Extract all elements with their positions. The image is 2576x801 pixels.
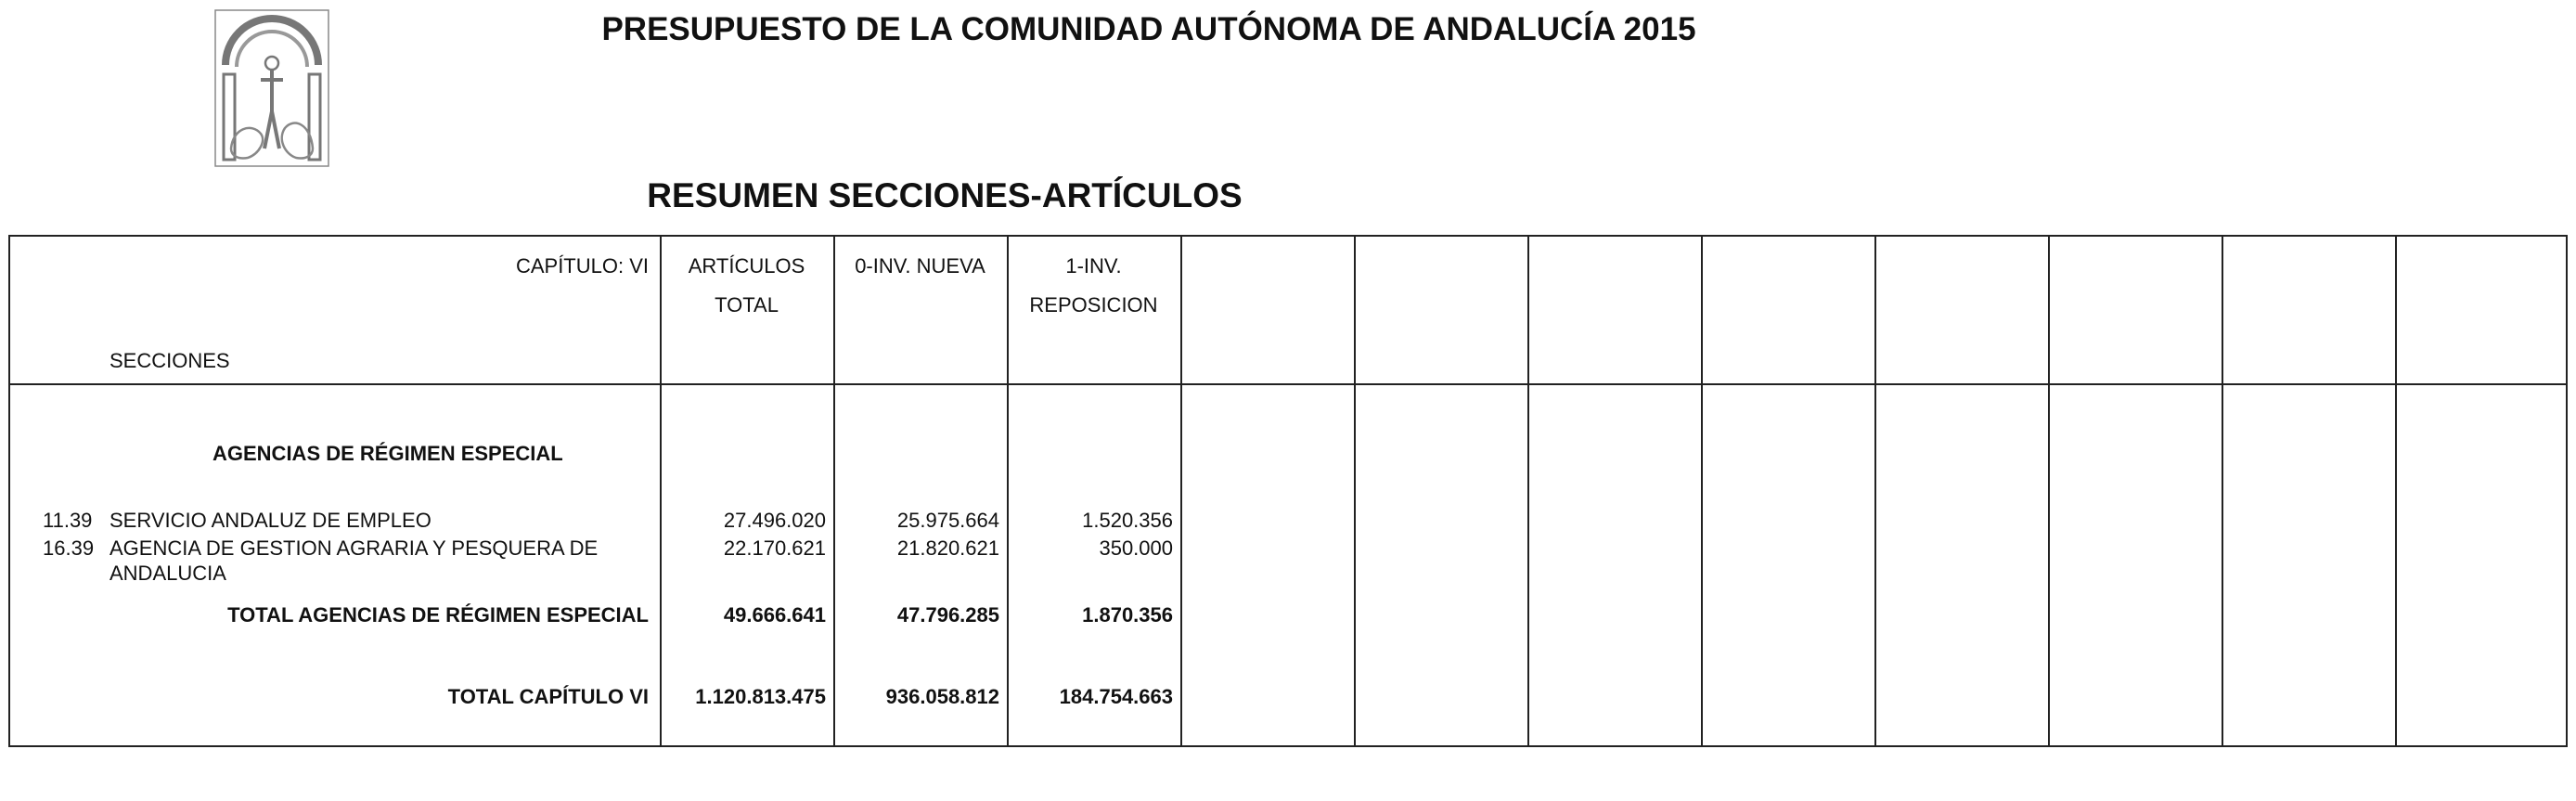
row-section-name-cont: ANDALUCIA	[109, 562, 226, 585]
column-header-total-line1: ARTÍCULOS	[688, 254, 805, 278]
row-nueva: 25.975.664	[896, 509, 999, 532]
column-divider	[833, 237, 835, 745]
chapter-label: CAPÍTULO: VI	[515, 254, 649, 278]
row-reposicion: 1.520.356	[1082, 509, 1173, 532]
row-code: 11.39	[43, 509, 93, 532]
column-divider	[1874, 237, 1876, 745]
header-divider	[10, 383, 2566, 385]
row-section-name: AGENCIA DE GESTION AGRARIA Y PESQUERA DE	[109, 536, 599, 560]
row-reposicion: 350.000	[1099, 536, 1173, 560]
group-total-nueva: 47.796.285	[896, 603, 999, 627]
group-total-total: 49.666.641	[723, 603, 826, 627]
chapter-total-total: 1.120.813.475	[695, 685, 826, 708]
column-header-total-line2: TOTAL	[715, 293, 779, 317]
summary-table	[8, 235, 2568, 747]
row-section-name: SERVICIO ANDALUZ DE EMPLEO	[109, 509, 431, 532]
group-total-label: TOTAL AGENCIAS DE RÉGIMEN ESPECIAL	[227, 603, 649, 627]
column-header-reposicion-line1: 1-INV.	[1065, 254, 1122, 278]
chapter-total-label: TOTAL CAPÍTULO VI	[447, 685, 649, 708]
column-divider	[2048, 237, 2050, 745]
document-subtitle: RESUMEN SECCIONES-ARTÍCULOS	[647, 176, 1243, 214]
column-divider	[1180, 237, 1182, 745]
column-header-reposicion-line2: REPOSICION	[1029, 293, 1158, 317]
chapter-total-reposicion: 184.754.663	[1059, 685, 1173, 708]
column-header-nueva: 0-INV. NUEVA	[855, 254, 985, 278]
row-code: 16.39	[43, 536, 95, 560]
row-total: 27.496.020	[723, 509, 826, 532]
sections-label: SECCIONES	[109, 349, 230, 372]
group-total-reposicion: 1.870.356	[1082, 603, 1173, 627]
column-divider	[1527, 237, 1529, 745]
row-nueva: 21.820.621	[896, 536, 999, 560]
row-total: 22.170.621	[723, 536, 826, 560]
chapter-total-nueva: 936.058.812	[885, 685, 999, 708]
group-heading: AGENCIAS DE RÉGIMEN ESPECIAL	[213, 442, 563, 465]
column-divider	[1354, 237, 1356, 745]
document-title: PRESUPUESTO DE LA COMUNIDAD AUTÓNOMA DE ANDALUCÍA 2015	[601, 11, 1696, 47]
column-divider	[2395, 237, 2397, 745]
column-divider	[2222, 237, 2223, 745]
column-divider	[1701, 237, 1703, 745]
